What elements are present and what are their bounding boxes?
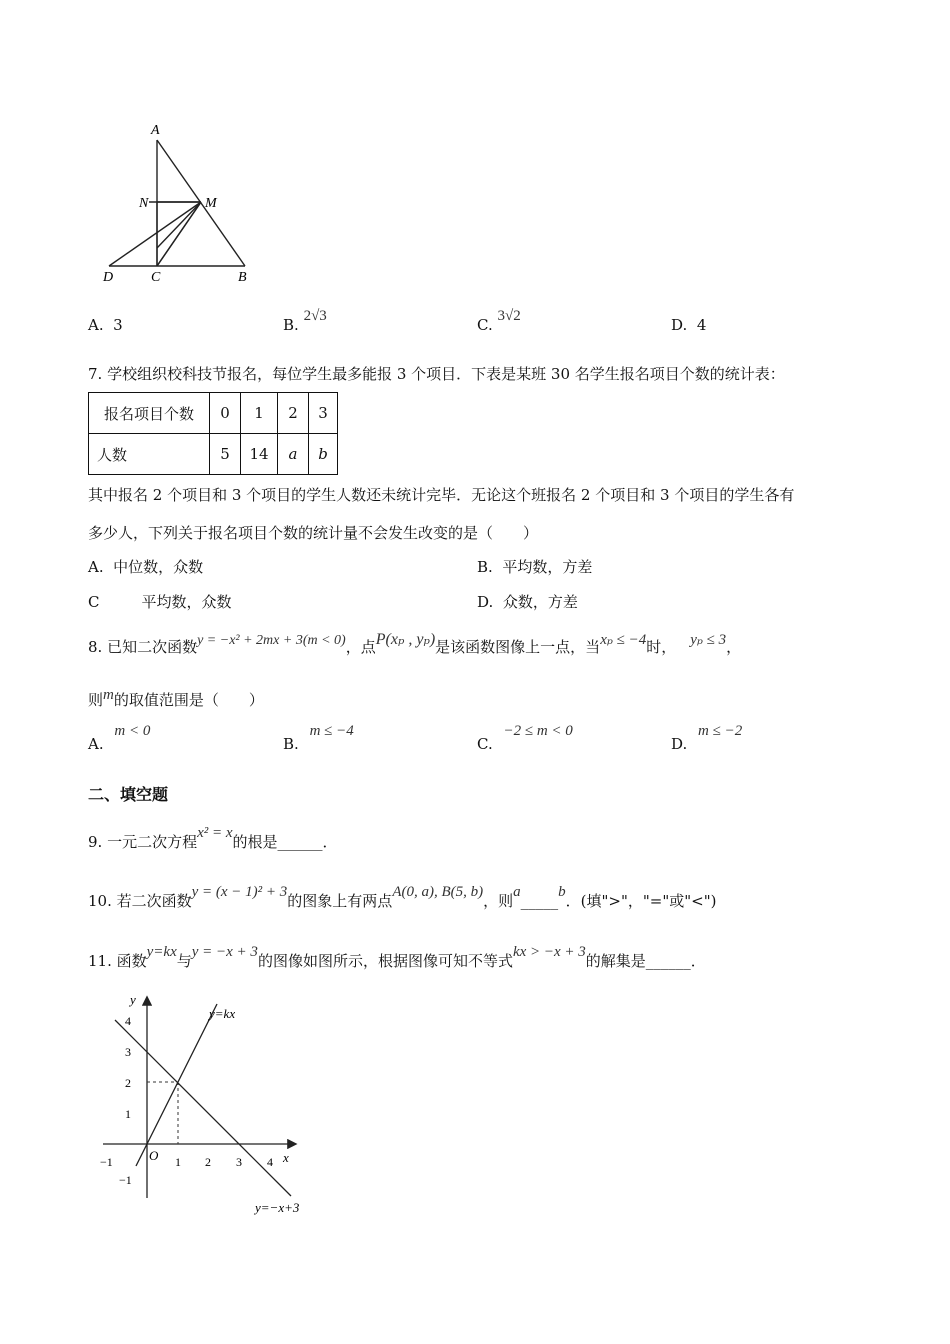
x-axis-label: x [283,1150,289,1165]
line-y-neg-x-plus-3 [115,1020,291,1196]
q11-line: 11. 函数y=kx与y = −x + 3的图像如图所示，根据图像可知不等式kx > −x + 3的解集是______． [88,944,706,970]
table-cell: a [278,434,309,475]
table-cell: 2 [278,393,309,434]
table-cell: 5 [210,434,241,475]
q8-option-c[interactable]: C. −2 ≤ m < 0 [477,723,573,753]
q8-line2: 则m的取值范围是（ ） [88,687,264,709]
label-d: D [103,270,114,285]
line-y-kx [136,1004,217,1166]
y-tick-label: 1 [125,1107,131,1121]
q7-stem: 7. 学校组织校科技节报名，每位学生最多能报 3 个项目．下表是某班 30 名学生报名项目个数的统计表： [88,365,785,383]
q8-line1: 8. 已知二次函数y = −x² + 2mx + 3(m < 0)，点P(xₚ , yₚ)是该函数图像上一点，当xₚ ≤ −4时， yₚ ≤ 3， [88,631,742,656]
q6-option-c[interactable]: C. 3√2 [477,308,521,334]
table-row [89,393,338,434]
y-tick-label: −1 [119,1173,132,1187]
q9-line: 9. 一元二次方程x² = x的根是______． [88,825,338,851]
table-cell: 0 [210,393,241,434]
table-cell: 1 [241,393,278,434]
label-m: M [205,196,217,211]
q7-option-c[interactable]: C 平均数，众数 [88,593,232,611]
x-tick-label: 4 [267,1155,273,1169]
q7-stat-table [88,392,338,475]
q6-option-b[interactable]: B. 2√3 [283,308,327,334]
section-title: 二、填空题 [88,785,169,804]
label-c: C [151,270,161,285]
q6-option-d[interactable]: D. 4 [671,316,707,334]
q8-option-d[interactable]: D. m ≤ −2 [671,723,743,753]
q10-line: 10. 若二次函数y = (x − 1)² + 3的图象上有两点A(0, a), B(5, b)，则a_____b．(填">"，"="或"<") [88,884,717,910]
q8-option-a[interactable]: A. m < 0 [88,723,151,753]
x-tick-label: 3 [236,1155,242,1169]
line1-label: y=kx [209,1006,236,1021]
label-b: B [238,270,247,285]
x-tick-label: 2 [205,1155,211,1169]
table-cell: b [309,434,338,475]
q8-option-b[interactable]: B. m ≤ −4 [283,723,354,753]
q7-text-line1: 其中报名 2 个项目和 3 个项目的学生人数还未统计完毕．无论这个班报名 2 个项目和 3 个项目的学生各有 [88,486,795,504]
line2-label: y=−x+3 [255,1200,300,1215]
q6-option-a[interactable]: A. 3 [88,316,123,334]
table-row [89,434,338,475]
y-tick-label: 4 [125,1014,131,1028]
x-tick-label: 1 [175,1155,181,1169]
label-a: A [151,123,160,138]
table-cell: 人数 [89,434,210,475]
y-axis-label: y [130,992,136,1007]
q7-option-d[interactable]: D. 众数，方差 [477,593,578,611]
table-cell: 3 [309,393,338,434]
x-tick-label: −1 [100,1155,113,1169]
q7-option-a[interactable]: A. 中位数，众数 [88,558,204,576]
table-cell: 14 [241,434,278,475]
q7-text-line2: 多少人，下列关于报名项目个数的统计量不会发生改变的是（ ） [88,524,539,542]
y-tick-label: 3 [125,1045,131,1059]
q6-triangle-figure [95,118,265,288]
table-cell: 报名项目个数 [89,393,210,434]
q7-option-b[interactable]: B. 平均数，方差 [477,558,593,576]
label-n: N [139,196,149,211]
q11-graph [95,990,335,1220]
origin-label: O [149,1148,159,1163]
y-tick-label: 2 [125,1076,131,1090]
